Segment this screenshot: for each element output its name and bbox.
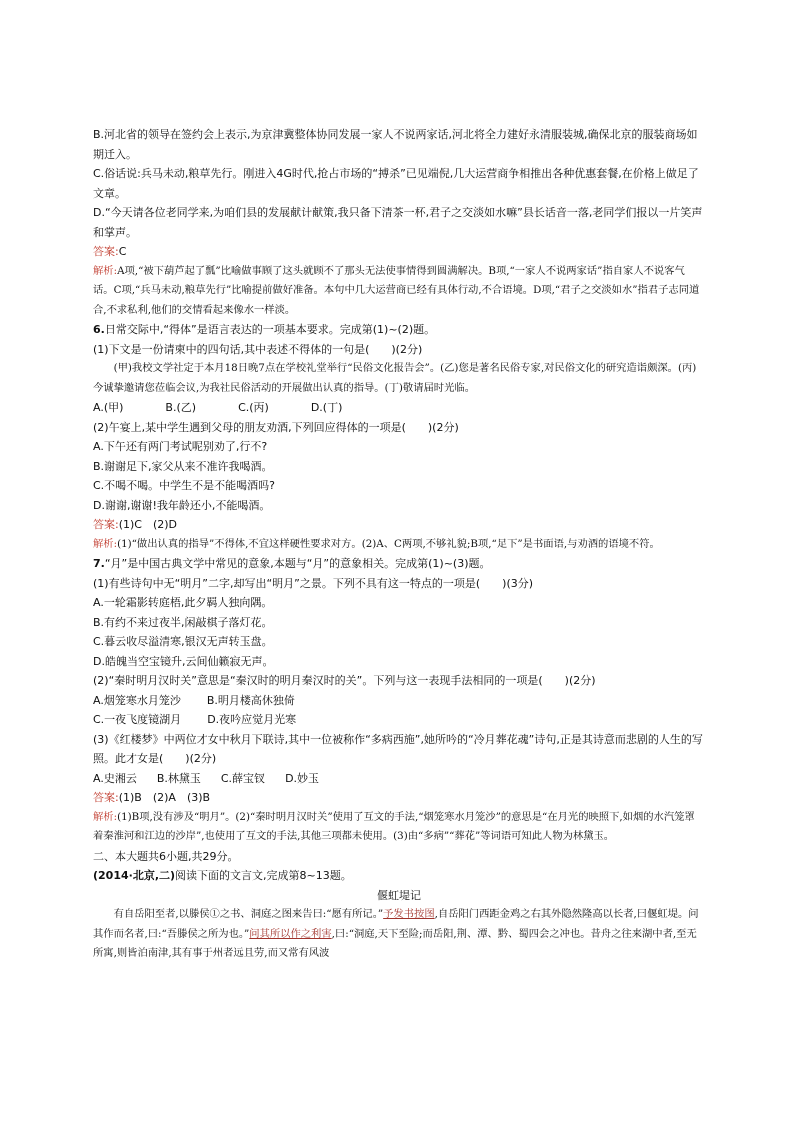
answer-label: 答案:: [93, 245, 119, 258]
q6-sub2-option-c: C.不喝不喝。中学生不是不能喝酒吗?: [93, 479, 276, 492]
q5-option-c: C.俗话说:兵马未动,粮草先行。刚进入4G时代,抢占市场的“搏杀”已见端倪,几大运营商争相推出各种优惠套餐,在价格上做足了文章。: [93, 167, 699, 200]
q7-sub3-options: [93, 769, 705, 789]
q5-option-b: B.河北省的领导在签约会上表示,为京津冀整体协同发展一家人不说两家话,河北将全力建好永清服装城,确保北京的服装商场如期迁入。: [93, 128, 698, 161]
document-page: [93, 125, 705, 964]
q6-sub2-option-a: A.下午还有两门考试呢别劝了,行不?: [93, 440, 268, 453]
answer-text: C: [118, 245, 127, 258]
q7-stem: [93, 554, 705, 574]
option: A.史湘云: [93, 771, 137, 785]
q7-sub1-option-b: B.有约不来过夜半,闲敲棋子落灯花。: [93, 615, 273, 629]
question-number: 7.: [93, 557, 105, 570]
q5-option-d: D.“今天请各位老同学来,为咱们县的发展献计献策,我只备下清茶一杯,君子之交淡如水嘛”县长话音一落,老同学们报以一片笑声和掌声。: [93, 206, 703, 239]
q7-sub1-option-a: A.一轮霜影转庭梧,此夕羁人独向隅。: [93, 596, 273, 609]
essay-underlined-phrase[interactable]: 予发书按图: [383, 908, 435, 920]
q5-explanation: [93, 262, 705, 321]
option: A.烟笼寒水月笼沙: [93, 693, 181, 707]
essay-body: [93, 905, 705, 964]
explain-label: 解析:: [93, 537, 118, 550]
essay-text: ,曰:“洞庭,天下至险;而岳阳,荆、潭、黔、蜀四会之冲也。昔舟之往来湖中者,至无所寓,则皆泊南津,其有事于州者远且劳,而又常有风波: [93, 927, 697, 959]
explain-text: (1)“做出认真的指导”不得体,不宜这样硬性要求对方。(2)A、C两项,不够礼貌;B项,“足下”是书面语,与劝酒的语境不符。: [117, 537, 660, 550]
q6-answer: [93, 515, 705, 535]
q6-sub2-option-b: B.谢谢足下,家父从来不准许我喝酒。: [93, 459, 273, 473]
option: B.林黛玉: [156, 771, 201, 785]
q7-sub1: (1)有些诗句中无“明月”二字,却写出“明月”之景。下列不具有这一特点的一项是( )(3分): [93, 576, 534, 590]
essay-text: 有自岳阳至者,以滕侯①之书、洞庭之图来告曰:“愿有所记。”: [113, 908, 384, 920]
q7-sub1-option-d: D.皓魄当空宝镜升,云间仙籁寂无声。: [93, 654, 274, 668]
essay-title: 偃虹堤记: [377, 888, 421, 902]
q7-sub3: (3)《红楼梦》中两位才女中秋月下联诗,其中一位被称作“多病西施”,她所吟的“冷月葬花魂”诗句,正是其诗意而悲剧的人生的写照。此才女是( )(2分): [93, 732, 703, 765]
source-tag: (2014·北京,二): [93, 869, 176, 882]
option: D.妙玉: [285, 771, 320, 785]
explain-label: 解析:: [93, 264, 118, 277]
q6-sub2-option-d: D.谢谢,谢谢!我年龄还小,不能喝酒。: [93, 498, 271, 512]
q6-passage: (甲)我校文学社定于本月18日晚7点在学校礼堂举行“民俗文化报告会”。(乙)您是著名民俗专家,对民俗文化的研究造诣颇深。(丙)今诚挚邀请您莅临会议,为我社民俗活动的开展做出认真的指导。(丁)敬请届时光临。: [93, 362, 697, 394]
q7-explanation: [93, 808, 705, 847]
explain-text: (1)B项,没有涉及“明月”。(2)“秦时明月汉时关”使用了互文的手法,“烟笼寒水月笼沙”的意思是“在月光的映照下,如烟的水汽笼罩着秦淮河和江边的沙岸”,也使用了互文的手法,其他三项都未使用。(3)由“多病”“葬花”等词语可知此人物为林黛玉。: [93, 810, 695, 842]
essay-text: ,自岳阳门西距金鸡之右其外隐然隆高以长者,曰偃虹堤。问其作而名者,曰:“吾滕侯之所为也。”: [93, 908, 699, 940]
q6-explanation: [93, 535, 705, 555]
answer-text: (1)B (2)A (3)B: [118, 791, 211, 804]
q7-sub2: (2)“秦时明月汉时关”意思是“秦汉时的明月秦汉时的关”。下列与这一表现手法相同的一项是( )(2分): [93, 674, 596, 687]
q6-sub2: (2)午宴上,某中学生遇到父母的朋友劝酒,下列回应得体的一项是( )(2分): [93, 420, 459, 434]
q7-sub2-options-row1: [93, 691, 705, 711]
option: A.(甲): [93, 401, 124, 414]
option: C.一夜飞度镜湖月: [93, 713, 182, 726]
option: C.(丙): [238, 401, 269, 414]
intro-text: 阅读下面的文言文,完成第8~13题。: [175, 869, 352, 882]
answer-label: 答案:: [93, 518, 119, 531]
explain-label: 解析:: [93, 810, 118, 823]
question-number: 6.: [93, 323, 105, 336]
q6-sub1-options: [93, 398, 705, 418]
option: B.明月楼高休独倚: [206, 693, 295, 707]
answer-label: 答案:: [93, 791, 119, 804]
q7-answer: [93, 788, 705, 808]
option: B.(乙): [165, 401, 197, 414]
question-text: 日常交际中,“得体”是语言表达的一项基本要求。完成第(1)~(2)题。: [104, 323, 436, 336]
q7-sub1-option-c: C.暮云收尽溢清寒,银汉无声转玉盘。: [93, 635, 273, 648]
section-heading: 二、本大题共6小题,共29分。: [93, 849, 239, 863]
explain-text: A项,“被下葫芦起了瓢”比喻做事顾了这头就顾不了那头无法使事情得到圆满解决。B项,“一家人不说两家话”指自家人不说客气话。C项,“兵马未动,粮草先行”比喻提前做好准备。本句中几大运营商已经有具体行动,不合语境。D项,“君子之交淡如水”指君子志同道合,不求私利,他们的交情看起来像水一样淡。: [93, 264, 700, 316]
option: C.薛宝钗: [220, 771, 266, 785]
answer-text: (1)C (2)D: [118, 518, 178, 531]
question-text: “月”是中国古典文学中常见的意象,本题与“月”的意象相关。完成第(1)~(3)题。: [104, 557, 491, 570]
option: D.(丁): [310, 401, 343, 414]
essay-underlined-phrase[interactable]: 问其所以作之利害: [249, 927, 332, 940]
q7-sub2-options-row2: [93, 710, 705, 730]
q6-stem: [93, 320, 705, 340]
reading-intro: [93, 866, 705, 886]
option: D.夜吟应觉月光寒: [207, 713, 297, 726]
q6-sub1: (1)下文是一份请柬中的四句话,其中表述不得体的一句是( )(2分): [93, 342, 423, 356]
q5-answer: [93, 242, 705, 262]
